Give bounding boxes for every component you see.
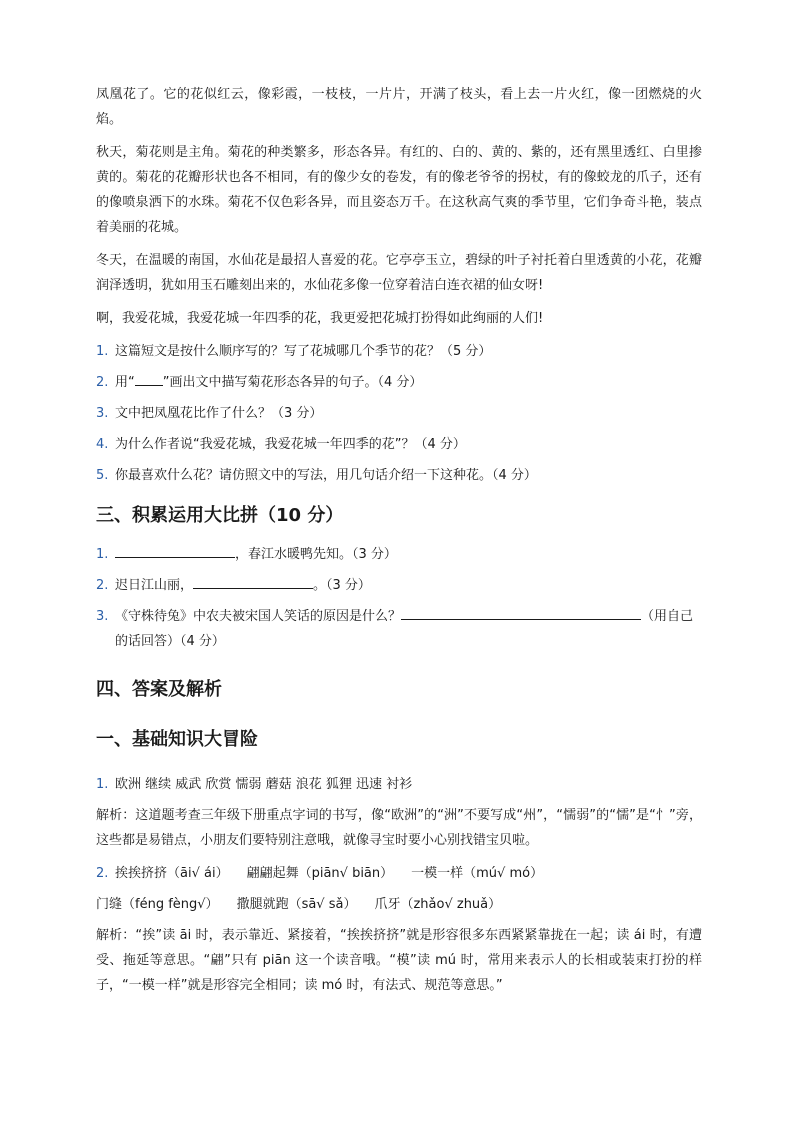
answer-number: 2.: [96, 866, 109, 881]
question-item: [96, 604, 702, 654]
question-text-part: ”画出文中描写菊花形态各异的句子。（4 分）: [162, 375, 423, 390]
question-item: [96, 370, 702, 395]
question-item: [96, 463, 702, 488]
question-text: [115, 542, 702, 567]
question-text: 这篇短文是按什么顺序写的？写了花城哪几个季节的花？（5 分）: [115, 344, 492, 359]
answer-item: [96, 861, 702, 886]
pinyin-item: 爪牙（zhǎo√ zhuǎ）: [374, 897, 502, 912]
question-number: 1.: [96, 344, 109, 359]
question-item: [96, 339, 702, 364]
answer-blank[interactable]: [401, 606, 641, 620]
answer-blank[interactable]: [193, 575, 313, 589]
question-text-part: 《守株待兔》中农夫被宋国人笑话的原因是什么？: [115, 609, 402, 624]
question-text: [115, 370, 702, 395]
question-item: [96, 542, 702, 567]
passage-paragraph: 啊，我爱花城，我爱花城一年四季的花，我更爱把花城打扮得如此绚丽的人们!: [96, 311, 544, 326]
answer-pinyin-line: [115, 861, 702, 886]
pinyin-item: 门缝（féng fèng√）: [96, 897, 219, 912]
pinyin-item: 一模一样（mú√ mó）: [411, 866, 544, 881]
answer-number: 1.: [96, 777, 109, 792]
document-page: [96, 82, 702, 1006]
pinyin-item: 挨挨挤挤（āi√ ái）: [115, 866, 229, 881]
question-item: [96, 573, 702, 598]
question-text-part: ，春江水暖鸭先知。（3 分）: [235, 547, 397, 562]
section-heading: 三、积累运用大比拼（10 分）: [96, 505, 344, 526]
question-text: 文中把凤凰花比作了什么？（3 分）: [115, 406, 323, 421]
question-text-part: （用自己的话回答）（4 分）: [115, 609, 694, 649]
passage-paragraph: 冬天，在温暖的南国，水仙花是最招人喜爱的花。它亭亭玉立，碧绿的叶子衬托着白里透黄的小花，花瓣润泽透明，犹如用玉石雕刻出来的，水仙花多像一位穿着洁白连衣裙的仙女呀!: [96, 253, 702, 293]
question-number: 1.: [96, 547, 109, 562]
section-heading: 一、基础知识大冒险: [96, 729, 258, 750]
question-item: [96, 432, 702, 457]
answer-explanation: 解析：“挨”读 āi 时，表示靠近、紧接着，“挨挨挤挤”就是形容很多东西紧紧靠拢在一起；读 ái 时，有遭受、拖延等意思。“翩”只有 piān 这一个读音哦。“模”读 mú 时，常用来表示人的长相或装束打扮的样子，“一模一样”就是形容完全相同；读 mó 时，有法式、规范等意思。”: [96, 928, 702, 993]
question-text: [115, 573, 702, 598]
question-number: 2.: [96, 375, 109, 390]
answer-explanation: 解析：这道题考查三年级下册重点字词的书写，像“欧洲”的“洲”不要写成“州”，“懦弱”的“懦”是“忄”旁，这些都是易错点，小朋友们要特别注意哦，就像寻宝时要小心别找错宝贝啦。: [96, 808, 702, 848]
answer-pinyin-line: [96, 892, 702, 917]
pinyin-item: 翩翩起舞（piān√ biān）: [246, 866, 394, 881]
answer-blank[interactable]: [115, 544, 235, 558]
underline-sample: [135, 372, 163, 386]
question-text-part: 。（3 分）: [313, 578, 371, 593]
passage-paragraph: 秋天，菊花则是主角。菊花的种类繁多，形态各异。有红的、白的、黄的、紫的，还有黑里透红、白里掺黄的。菊花的花瓣形状也各不相同，有的像少女的卷发，有的像老爷爷的拐杖，有的像蛟龙的爪子，还有的像喷泉洒下的水珠。菊花不仅色彩各异，而且姿态万千。在这秋高气爽的季节里，它们争奇斗艳，装点着美丽的花城。: [96, 145, 702, 235]
passage-paragraph: 凤凰花了。它的花似红云，像彩霞，一枝枝，一片片，开满了枝头，看上去一片火红，像一团燃烧的火焰。: [96, 87, 702, 127]
section-heading: 四、答案及解析: [96, 679, 222, 700]
question-number: 4.: [96, 437, 109, 452]
question-number: 2.: [96, 578, 109, 593]
question-text: [115, 604, 702, 654]
question-number: 3.: [96, 406, 109, 421]
question-number: 3.: [96, 609, 109, 624]
pinyin-item: 撒腿就跑（sā√ sǎ）: [236, 897, 357, 912]
question-text-part: 迟日江山丽，: [115, 578, 194, 593]
answer-words: 欧洲 继续 威武 欣赏 懦弱 蘑菇 浪花 狐狸 迅速 衬衫: [115, 777, 413, 792]
question-item: [96, 401, 702, 426]
question-text-part: 用“: [115, 375, 135, 390]
question-number: 5.: [96, 468, 109, 483]
question-text: 你最喜欢什么花？请仿照文中的写法，用几句话介绍一下这种花。（4 分）: [115, 468, 537, 483]
question-text: 为什么作者说“我爱花城，我爱花城一年四季的花”？（4 分）: [115, 437, 466, 452]
answer-item: [96, 772, 702, 797]
